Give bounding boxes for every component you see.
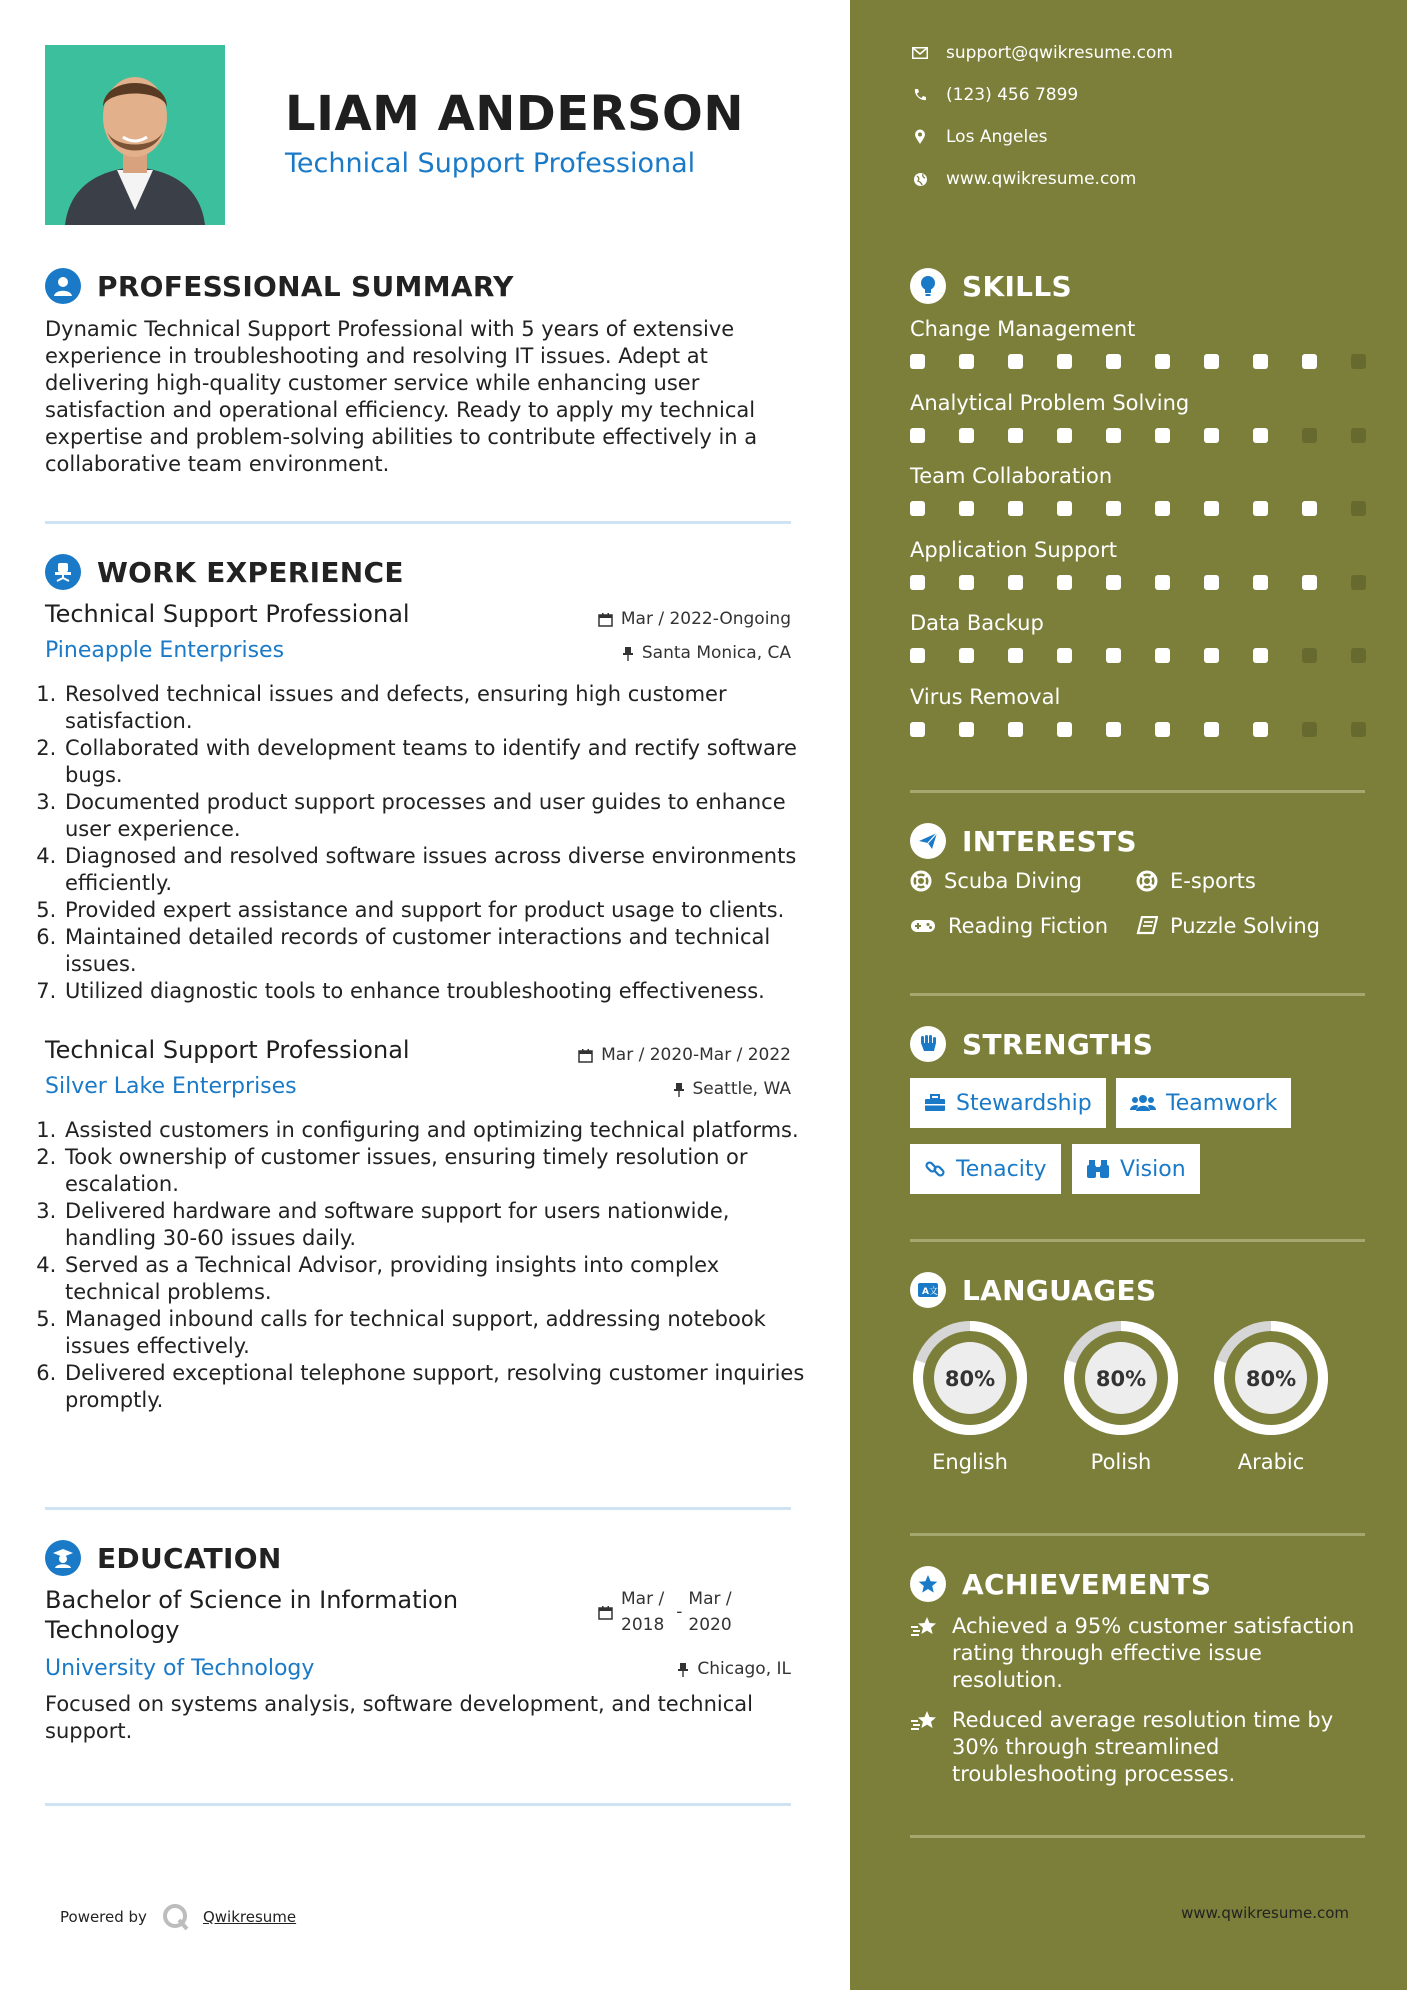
interest-item [1136, 869, 1256, 893]
rating-dot-filled [1057, 428, 1072, 443]
users-icon [1130, 1094, 1156, 1112]
language-percent: 80% [944, 1367, 996, 1391]
calendar-icon [598, 1605, 613, 1620]
rating-dot-filled [1253, 575, 1268, 590]
strengths-heading [910, 1026, 1153, 1062]
interest-item [1136, 914, 1320, 938]
language-gauge [1211, 1318, 1331, 1438]
interest-item [910, 914, 1108, 938]
rating-dot-filled [1106, 575, 1121, 590]
strength-chip [910, 1144, 1061, 1194]
start-month: Mar / [621, 1589, 665, 1609]
rating-dot-filled [1008, 722, 1023, 737]
rating-dot-filled [1155, 428, 1170, 443]
education-location-text: Chicago, IL [697, 1659, 791, 1679]
divider [45, 1803, 791, 1806]
globe-icon [913, 172, 928, 187]
candidate-role: Technical Support Professional [285, 148, 696, 179]
rating-dot-empty [1351, 722, 1366, 737]
rating-dot-filled [1253, 354, 1268, 369]
skill-rating [910, 501, 1400, 516]
skill-name: Analytical Problem Solving [910, 390, 1190, 415]
interests-heading [910, 823, 1137, 859]
skill-rating [910, 575, 1400, 590]
list-item: 6. Maintained detailed records of customer interactions and technical issues. [63, 924, 813, 978]
envelope-icon [912, 47, 928, 59]
job-location [622, 643, 791, 663]
rating-dot-filled [910, 575, 925, 590]
summary-title: PROFESSIONAL SUMMARY [97, 269, 514, 303]
achievements-heading [910, 1566, 1211, 1602]
svg-text:A: A [922, 1287, 929, 1297]
interests-title: INTERESTS [962, 824, 1137, 858]
list-item: 4. Diagnosed and resolved software issues across diverse environments efficiently. [63, 843, 813, 897]
rating-dot-filled [1057, 722, 1072, 737]
languages-title: LANGUAGES [962, 1273, 1157, 1307]
skill-name: Virus Removal [910, 684, 1061, 709]
rating-dot-filled [1008, 501, 1023, 516]
interest-label: E-sports [1170, 869, 1256, 893]
svg-text:文: 文 [929, 1287, 939, 1297]
job-title: Technical Support Professional [45, 1036, 410, 1064]
rating-dot-filled [1204, 354, 1219, 369]
language-item [910, 1318, 1030, 1474]
rating-dot-filled [1008, 648, 1023, 663]
rating-dot-filled [1204, 648, 1219, 663]
language-percent: 80% [1095, 1367, 1147, 1391]
education-dates: Mar / 2018 - Mar / 2020 [598, 1586, 732, 1638]
job-location-text: Seattle, WA [692, 1079, 791, 1099]
book-icon [1136, 916, 1158, 936]
lifebuoy-icon [1136, 870, 1158, 892]
strength-label: Vision [1120, 1156, 1186, 1182]
experience-heading [45, 554, 404, 590]
interest-label: Puzzle Solving [1170, 914, 1320, 938]
rating-dot-empty [1351, 575, 1366, 590]
rating-dot-filled [1008, 428, 1023, 443]
email-text: support@qwikresume.com [946, 43, 1173, 63]
rating-dot-filled [1204, 501, 1219, 516]
language-icon [910, 1272, 946, 1308]
list-item: 6. Delivered exceptional telephone support, resolving customer inquiries promptly. [63, 1360, 813, 1414]
experience-title: WORK EXPERIENCE [97, 555, 404, 589]
rating-dot-filled [1106, 428, 1121, 443]
strength-chip [1072, 1144, 1200, 1194]
contact-location [910, 127, 1048, 147]
rating-dot-filled [959, 428, 974, 443]
school-name: University of Technology [45, 1656, 315, 1681]
rating-dot-filled [1057, 354, 1072, 369]
rating-dot-filled [910, 354, 925, 369]
rating-dot-filled [1302, 501, 1317, 516]
strengths-title: STRENGTHS [962, 1027, 1154, 1061]
powered-by-label: Powered by [60, 1908, 147, 1926]
skill-name: Application Support [910, 537, 1118, 562]
job-duties [45, 1117, 813, 1414]
rating-dot-filled [959, 648, 974, 663]
briefcase-icon [924, 1094, 946, 1112]
profile-photo [45, 45, 225, 225]
rating-dot-filled [1253, 501, 1268, 516]
rating-dot-empty [1302, 722, 1317, 737]
skill-name: Data Backup [910, 611, 1044, 635]
skills-heading [910, 268, 1072, 304]
brand-link[interactable]: Qwikresume [202, 1908, 297, 1926]
achievements-title: ACHIEVEMENTS [962, 1567, 1212, 1601]
rating-dot-filled [959, 722, 974, 737]
strength-label: Stewardship [956, 1090, 1092, 1116]
location-text: Los Angeles [946, 127, 1048, 147]
map-marker-icon [914, 129, 926, 145]
rating-dot-filled [1253, 648, 1268, 663]
skill-rating [910, 428, 1400, 443]
rating-dot-filled [1302, 354, 1317, 369]
rating-dot-filled [910, 428, 925, 443]
language-item [1211, 1318, 1331, 1474]
rating-dot-filled [959, 501, 974, 516]
rating-dot-empty [1351, 428, 1366, 443]
rating-dot-filled [1253, 428, 1268, 443]
education-heading [45, 1540, 282, 1576]
lightbulb-icon [910, 268, 946, 304]
website-text: www.qwikresume.com [946, 169, 1137, 189]
skill-rating [910, 648, 1400, 663]
end-date [688, 1586, 731, 1638]
rating-dot-filled [1106, 501, 1121, 516]
rating-dot-empty [1351, 501, 1366, 516]
language-percent: 80% [1245, 1367, 1297, 1391]
language-name: Polish [1090, 1450, 1152, 1474]
achievement-item [910, 1613, 1365, 1694]
job-dates-text: Mar / 2022-Ongoing [620, 609, 791, 629]
strength-chip [910, 1078, 1106, 1128]
education-title: EDUCATION [97, 1541, 282, 1575]
interest-label: Scuba Diving [944, 869, 1082, 893]
company-name: Silver Lake Enterprises [45, 1074, 297, 1099]
pin-icon [677, 1662, 689, 1677]
gamepad-icon [910, 917, 936, 935]
rating-dot-filled [1204, 575, 1219, 590]
lifebuoy-icon [910, 870, 932, 892]
link-icon [924, 1158, 946, 1180]
shooting-star-icon [910, 1615, 940, 1641]
languages-heading [910, 1272, 1156, 1308]
degree-name: Bachelor of Science in Information Technology [45, 1586, 459, 1644]
summary-text: Dynamic Technical Support Professional with 5 years of extensive experience in troubleshooting and resolving IT issues. Adept at delivering high-quality customer service while enhancing user satisfaction and operational efficiency. Ready to apply my technical expertise and problem-solving abilities to contribute effectively in a collaborative team environment. [45, 317, 758, 476]
calendar-icon [598, 612, 613, 627]
rating-dot-filled [1204, 722, 1219, 737]
rating-dot-filled [959, 575, 974, 590]
language-name: Arabic [1237, 1450, 1305, 1474]
rating-dot-filled [1155, 648, 1170, 663]
rating-dot-filled [1106, 722, 1121, 737]
rating-dot-filled [1155, 575, 1170, 590]
rating-dot-empty [1302, 648, 1317, 663]
divider [45, 521, 791, 524]
rating-dot-filled [1008, 354, 1023, 369]
education-location [677, 1659, 791, 1679]
end-year: 2020 [688, 1615, 732, 1635]
language-item [1061, 1318, 1181, 1474]
achievement-item [910, 1707, 1365, 1788]
rating-dot-filled [1057, 501, 1072, 516]
strength-label: Teamwork [1166, 1090, 1278, 1116]
list-item: 1. Resolved technical issues and defects, ensuring high customer satisfaction. [63, 681, 813, 735]
strength-chip [1116, 1078, 1291, 1128]
phone-text: (123) 456 7899 [946, 85, 1079, 105]
paper-plane-icon [910, 823, 946, 859]
calendar-icon [578, 1048, 593, 1063]
job-dates-text: Mar / 2020-Mar / 2022 [601, 1045, 791, 1065]
rating-dot-filled [1204, 428, 1219, 443]
language-name: English [932, 1450, 1008, 1474]
achievement-text: Achieved a 95% customer satisfaction rating through effective issue resolution. [952, 1614, 1355, 1692]
star-badge-icon [910, 1566, 946, 1602]
divider [910, 1239, 1365, 1242]
divider [910, 790, 1365, 793]
rating-dot-empty [1302, 428, 1317, 443]
job-location-text: Santa Monica, CA [641, 643, 791, 663]
divider [910, 1835, 1365, 1838]
list-item: 1. Assisted customers in configuring and optimizing technical platforms. [63, 1117, 813, 1144]
strength-label: Tenacity [956, 1156, 1047, 1182]
language-gauge [910, 1318, 1030, 1438]
rating-dot-filled [1253, 722, 1268, 737]
list-item: 5. Managed inbound calls for technical support, addressing notebook issues effectively. [63, 1306, 813, 1360]
skill-name: Change Management [910, 317, 1136, 341]
list-item: 2. Took ownership of customer issues, ensuring timely resolution or escalation. [63, 1144, 813, 1198]
powered-by [60, 1902, 296, 1932]
rating-dot-filled [910, 501, 925, 516]
rating-dot-filled [1057, 648, 1072, 663]
rating-dot-filled [910, 648, 925, 663]
phone-icon [913, 88, 927, 102]
rating-dot-empty [1351, 648, 1366, 663]
rating-dot-filled [1155, 501, 1170, 516]
end-month: Mar / [688, 1589, 732, 1609]
interest-label: Reading Fiction [948, 914, 1109, 938]
rating-dot-filled [1106, 354, 1121, 369]
summary-heading [45, 268, 514, 304]
list-item: 2. Collaborated with development teams to identify and rectify software bugs. [63, 735, 813, 789]
job-dates [598, 609, 791, 629]
candidate-name: LIAM ANDERSON [285, 86, 745, 142]
skills-title: SKILLS [962, 269, 1072, 303]
company-name: Pineapple Enterprises [45, 638, 285, 663]
interest-item [910, 869, 1082, 893]
user-icon [45, 268, 81, 304]
list-item: 3. Delivered hardware and software support for users nationwide, handling 30-60 issues daily. [63, 1198, 813, 1252]
rating-dot-filled [1302, 575, 1317, 590]
office-chair-icon [45, 554, 81, 590]
rating-dot-filled [959, 354, 974, 369]
job-duties [45, 681, 813, 1005]
job-location [673, 1079, 792, 1099]
list-item: 3. Documented product support processes and user guides to enhance user experience. [63, 789, 813, 843]
binoculars-icon [1086, 1159, 1110, 1179]
start-year: 2018 [621, 1615, 665, 1635]
contact-phone[interactable] [910, 85, 1078, 105]
qwikresume-logo-icon [161, 1902, 191, 1932]
list-item: 5. Provided expert assistance and support for product usage to clients. [63, 897, 813, 924]
rating-dot-filled [1155, 354, 1170, 369]
contact-email[interactable] [910, 43, 1173, 63]
rating-dot-filled [1057, 575, 1072, 590]
divider [910, 1533, 1365, 1536]
job-dates [578, 1045, 791, 1065]
rating-dot-empty [1351, 354, 1366, 369]
skill-rating [910, 722, 1400, 737]
rating-dot-filled [1155, 722, 1170, 737]
language-gauge [1061, 1318, 1181, 1438]
pin-icon [622, 646, 634, 661]
education-description: Focused on systems analysis, software development, and technical support. [45, 1692, 753, 1743]
shooting-star-icon [910, 1709, 940, 1735]
contact-website[interactable] [910, 169, 1136, 189]
list-item: 7. Utilized diagnostic tools to enhance troubleshooting effectiveness. [63, 978, 813, 1005]
rating-dot-filled [910, 722, 925, 737]
start-date [621, 1586, 664, 1638]
list-item: 4. Served as a Technical Advisor, providing insights into complex technical problems. [63, 1252, 813, 1306]
skill-rating [910, 354, 1400, 369]
skill-name: Team Collaboration [910, 464, 1113, 488]
rating-dot-filled [1008, 575, 1023, 590]
footer-website[interactable]: www.qwikresume.com [1181, 1904, 1349, 1922]
achievement-text: Reduced average resolution time by 30% through streamlined troubleshooting processes. [952, 1708, 1334, 1786]
job-title: Technical Support Professional [45, 600, 410, 628]
rating-dot-filled [1106, 648, 1121, 663]
pin-icon [673, 1082, 685, 1097]
divider [45, 1507, 791, 1510]
divider [910, 993, 1365, 996]
graduate-icon [45, 1540, 81, 1576]
fist-icon [910, 1026, 946, 1062]
